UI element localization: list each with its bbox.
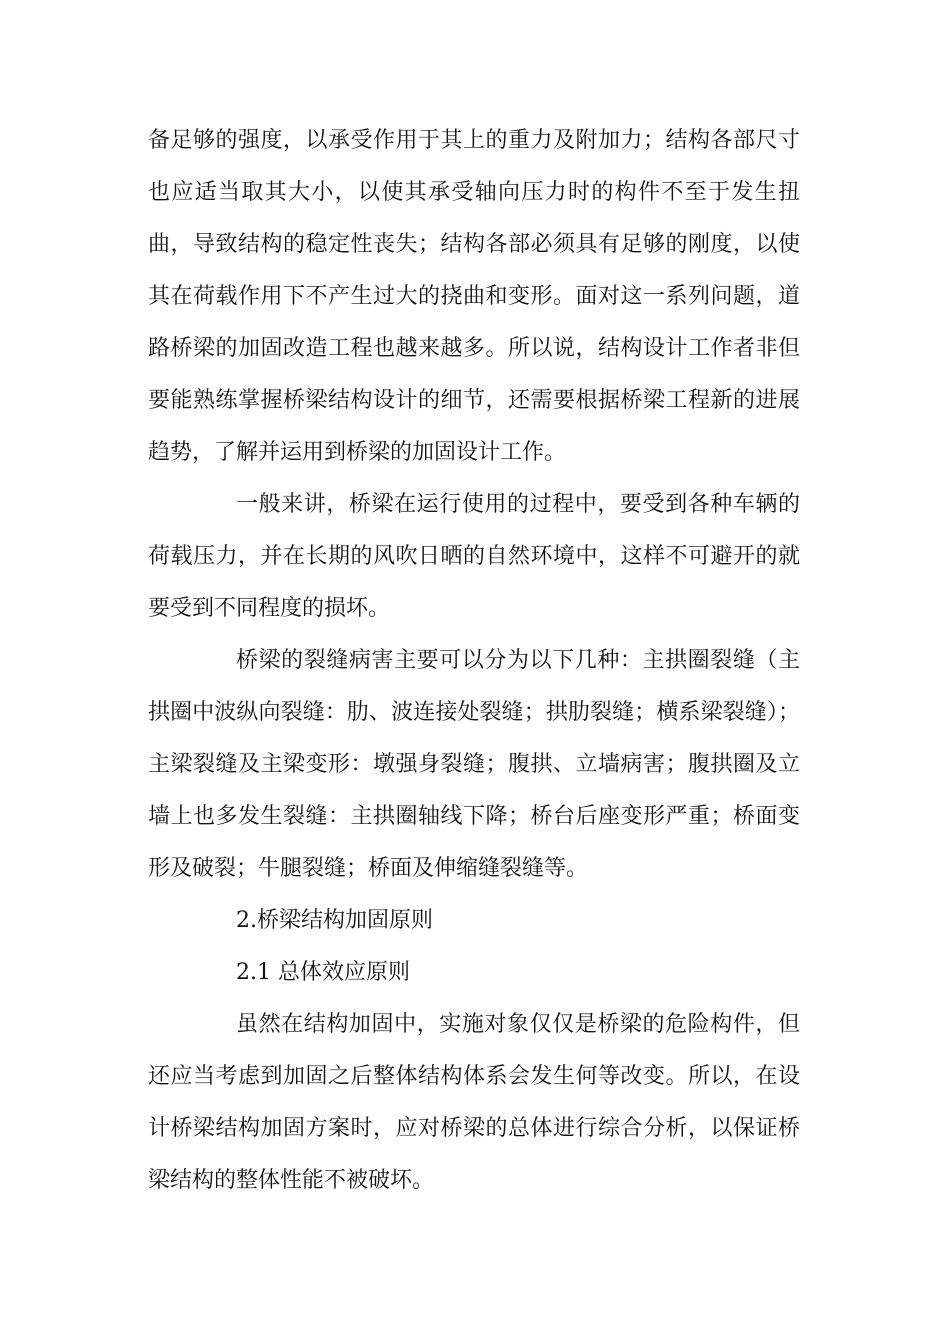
- paragraph-crack-types: 桥梁的裂缝病害主要可以分为以下几种：主拱圈裂缝（主拱圈中波纵向裂缝：肋、波连接处裂缝；拱肋裂缝；横系梁裂缝）；主梁裂缝及主梁变形：墩强身裂缝；腹拱、立墙病害；腹拱圈及立墙上也多发生裂缝：主拱圈轴线下降；桥台后座变形严重；桥面变形及破裂；牛腿裂缝；桥面及伸缩缝裂缝等。: [148, 648, 800, 881]
- paragraph-load-damage: 一般来讲，桥梁在运行使用的过程中，要受到各种车辆的荷载压力，并在长期的风吹日晒的自然环境中，这样不可避开的就要受到不同程度的损坏。: [148, 492, 800, 621]
- paragraph-overall-effect: 虽然在结构加固中，实施对象仅仅是桥梁的危险构件，但还应当考虑到加固之后整体结构体系会发生何等改变。所以，在设计桥梁结构加固方案时，应对桥梁的总体进行综合分析，以保证桥梁结构的整体性能不被破坏。: [148, 1012, 800, 1193]
- document-body: [148, 115, 800, 1207]
- section-heading-reinforcement-principles: 2.桥梁结构加固原则: [236, 908, 433, 933]
- paragraph-strength-requirements: 备足够的强度，以承受作用于其上的重力及附加力；结构各部尺寸也应适当取其大小，以使其承受轴向压力时的构件不至于发生扭曲，导致结构的稳定性丧失；结构各部必须具有足够的刚度，以使其在荷载作用下不产生过大的挠曲和变形。面对这一系列问题，道路桥梁的加固改造工程也越来越多。所以说，结构设计工作者非但要能熟练掌握桥梁结构设计的细节，还需要根据桥梁工程新的进展趋势，了解并运用到桥梁的加固设计工作。: [148, 128, 800, 465]
- subsection-heading-overall-effect: 2.1 总体效应原则: [236, 960, 410, 985]
